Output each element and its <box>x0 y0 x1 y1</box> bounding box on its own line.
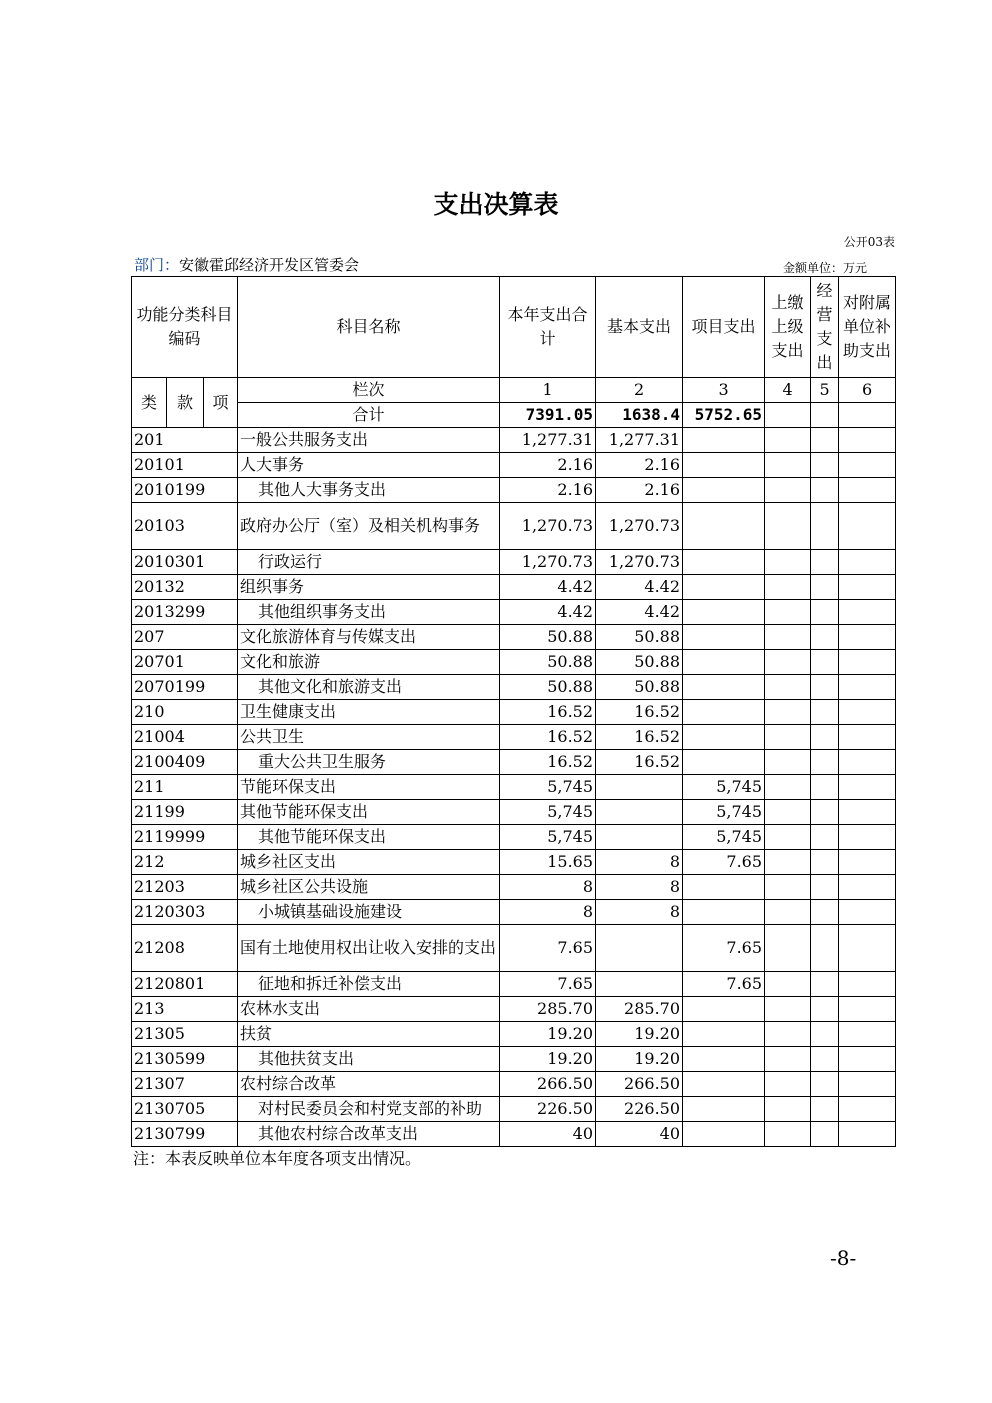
row-code: 211 <box>132 775 238 800</box>
header-upper: 上缴上级支出 <box>765 277 811 378</box>
col-num-1: 1 <box>500 378 596 403</box>
row-name: 节能环保支出 <box>238 775 500 800</box>
row-business <box>811 850 839 875</box>
row-project <box>683 453 765 478</box>
table-row <box>132 650 896 675</box>
row-business <box>811 875 839 900</box>
row-upper <box>765 700 811 725</box>
row-code: 20701 <box>132 650 238 675</box>
row-code: 207 <box>132 625 238 650</box>
row-subsidy <box>839 700 896 725</box>
row-total: 1,270.73 <box>500 503 596 550</box>
row-code: 2010199 <box>132 478 238 503</box>
row-business <box>811 700 839 725</box>
row-upper <box>765 997 811 1022</box>
table-row <box>132 850 896 875</box>
row-subsidy <box>839 1122 896 1147</box>
row-upper <box>765 1022 811 1047</box>
row-upper <box>765 600 811 625</box>
row-total: 8 <box>500 875 596 900</box>
row-upper <box>765 875 811 900</box>
row-basic: 226.50 <box>596 1097 683 1122</box>
row-basic: 4.42 <box>596 600 683 625</box>
row-project <box>683 875 765 900</box>
row-business <box>811 478 839 503</box>
row-code: 2010301 <box>132 550 238 575</box>
row-name: 政府办公厅（室）及相关机构事务 <box>238 503 500 550</box>
table-row <box>132 825 896 850</box>
row-total: 50.88 <box>500 650 596 675</box>
department-name: 安徽霍邱经济开发区管委会 <box>179 256 360 274</box>
row-project: 5,745 <box>683 800 765 825</box>
row-business <box>811 453 839 478</box>
page-number: -8- <box>830 1246 857 1270</box>
row-total: 5,745 <box>500 825 596 850</box>
sum-project: 5752.65 <box>683 403 765 428</box>
row-project <box>683 750 765 775</box>
row-total: 16.52 <box>500 750 596 775</box>
row-upper <box>765 1072 811 1097</box>
row-project <box>683 1047 765 1072</box>
row-business <box>811 428 839 453</box>
row-code: 21208 <box>132 925 238 972</box>
row-upper <box>765 575 811 600</box>
row-upper <box>765 900 811 925</box>
row-name: 城乡社区支出 <box>238 850 500 875</box>
col-num-6: 6 <box>839 378 896 403</box>
table-row <box>132 428 896 453</box>
row-business <box>811 503 839 550</box>
row-basic: 16.52 <box>596 700 683 725</box>
row-subsidy <box>839 1072 896 1097</box>
row-project <box>683 997 765 1022</box>
row-upper <box>765 550 811 575</box>
row-code: 210 <box>132 700 238 725</box>
row-business <box>811 800 839 825</box>
column-label: 栏次 <box>238 378 500 403</box>
sum-total: 7391.05 <box>500 403 596 428</box>
row-total: 50.88 <box>500 675 596 700</box>
row-upper <box>765 725 811 750</box>
row-subsidy <box>839 900 896 925</box>
row-project <box>683 675 765 700</box>
row-upper <box>765 428 811 453</box>
header-subsidy: 对附属单位补助支出 <box>839 277 896 378</box>
row-subsidy <box>839 675 896 700</box>
header-project: 项目支出 <box>683 277 765 378</box>
row-code: 212 <box>132 850 238 875</box>
row-upper <box>765 625 811 650</box>
row-upper <box>765 675 811 700</box>
header-xiang: 项 <box>204 378 238 428</box>
row-business <box>811 825 839 850</box>
table-row <box>132 1022 896 1047</box>
row-subsidy <box>839 925 896 972</box>
row-total: 16.52 <box>500 700 596 725</box>
table-row <box>132 550 896 575</box>
table-row <box>132 1072 896 1097</box>
row-subsidy <box>839 428 896 453</box>
row-code: 21004 <box>132 725 238 750</box>
expenditure-table <box>131 276 896 1147</box>
header-total: 本年支出合计 <box>500 277 596 378</box>
row-name: 征地和拆迁补偿支出 <box>238 972 500 997</box>
row-subsidy <box>839 1047 896 1072</box>
row-upper <box>765 503 811 550</box>
column-number-row <box>132 378 896 403</box>
row-name: 对村民委员会和村党支部的补助 <box>238 1097 500 1122</box>
row-total: 5,745 <box>500 800 596 825</box>
row-code: 20103 <box>132 503 238 550</box>
row-total: 15.65 <box>500 850 596 875</box>
row-project <box>683 600 765 625</box>
row-basic: 2.16 <box>596 478 683 503</box>
row-business <box>811 550 839 575</box>
row-project: 7.65 <box>683 850 765 875</box>
row-business <box>811 625 839 650</box>
row-basic: 1,270.73 <box>596 550 683 575</box>
row-name: 其他节能环保支出 <box>238 825 500 850</box>
row-basic: 2.16 <box>596 453 683 478</box>
row-project <box>683 575 765 600</box>
row-project <box>683 650 765 675</box>
row-business <box>811 925 839 972</box>
row-project <box>683 1097 765 1122</box>
table-row <box>132 925 896 972</box>
header-kuan: 款 <box>167 378 204 428</box>
row-upper <box>765 800 811 825</box>
row-name: 农村综合改革 <box>238 1072 500 1097</box>
table-row <box>132 700 896 725</box>
row-code: 2120303 <box>132 900 238 925</box>
row-subsidy <box>839 775 896 800</box>
row-name: 文化和旅游 <box>238 650 500 675</box>
row-subsidy <box>839 825 896 850</box>
row-subsidy <box>839 478 896 503</box>
row-name: 国有土地使用权出让收入安排的支出 <box>238 925 500 972</box>
row-name: 行政运行 <box>238 550 500 575</box>
table-row <box>132 875 896 900</box>
table-row <box>132 1122 896 1147</box>
row-code: 20132 <box>132 575 238 600</box>
row-basic: 8 <box>596 850 683 875</box>
row-business <box>811 1097 839 1122</box>
row-business <box>811 1022 839 1047</box>
row-subsidy <box>839 650 896 675</box>
row-basic: 266.50 <box>596 1072 683 1097</box>
row-total: 7.65 <box>500 972 596 997</box>
row-basic <box>596 925 683 972</box>
row-project <box>683 478 765 503</box>
row-code: 2130599 <box>132 1047 238 1072</box>
row-project <box>683 1122 765 1147</box>
table-row <box>132 800 896 825</box>
row-name: 城乡社区公共设施 <box>238 875 500 900</box>
row-business <box>811 997 839 1022</box>
row-project <box>683 550 765 575</box>
row-upper <box>765 1097 811 1122</box>
row-name: 其他节能环保支出 <box>238 800 500 825</box>
row-basic: 50.88 <box>596 675 683 700</box>
form-code: 公开03表 <box>843 235 895 249</box>
row-name: 重大公共卫生服务 <box>238 750 500 775</box>
row-name: 农林水支出 <box>238 997 500 1022</box>
row-name: 其他农村综合改革支出 <box>238 1122 500 1147</box>
table-row <box>132 503 896 550</box>
row-total: 7.65 <box>500 925 596 972</box>
row-total: 4.42 <box>500 600 596 625</box>
table-row <box>132 725 896 750</box>
table-row <box>132 750 896 775</box>
header-name: 科目名称 <box>238 277 500 378</box>
row-basic: 16.52 <box>596 725 683 750</box>
row-subsidy <box>839 972 896 997</box>
row-basic: 4.42 <box>596 575 683 600</box>
row-name: 公共卫生 <box>238 725 500 750</box>
row-total: 19.20 <box>500 1022 596 1047</box>
row-total: 19.20 <box>500 1047 596 1072</box>
row-subsidy <box>839 800 896 825</box>
row-code: 21307 <box>132 1072 238 1097</box>
row-project: 5,745 <box>683 825 765 850</box>
table-row <box>132 1097 896 1122</box>
row-subsidy <box>839 725 896 750</box>
table-row <box>132 675 896 700</box>
row-basic: 50.88 <box>596 625 683 650</box>
row-code: 2119999 <box>132 825 238 850</box>
row-name: 其他组织事务支出 <box>238 600 500 625</box>
table-row <box>132 900 896 925</box>
row-total: 50.88 <box>500 625 596 650</box>
table-row <box>132 600 896 625</box>
row-total: 4.42 <box>500 575 596 600</box>
row-name: 组织事务 <box>238 575 500 600</box>
row-business <box>811 725 839 750</box>
header-business: 经营支出 <box>811 277 839 378</box>
row-total: 16.52 <box>500 725 596 750</box>
row-code: 213 <box>132 997 238 1022</box>
row-name: 一般公共服务支出 <box>238 428 500 453</box>
table-row <box>132 575 896 600</box>
row-total: 5,745 <box>500 775 596 800</box>
row-upper <box>765 925 811 972</box>
row-upper <box>765 453 811 478</box>
row-business <box>811 900 839 925</box>
header-lei: 类 <box>132 378 167 428</box>
sum-basic: 1638.4 <box>596 403 683 428</box>
row-basic: 40 <box>596 1122 683 1147</box>
row-business <box>811 750 839 775</box>
row-basic <box>596 800 683 825</box>
row-total: 1,277.31 <box>500 428 596 453</box>
row-code: 21203 <box>132 875 238 900</box>
row-subsidy <box>839 503 896 550</box>
row-project <box>683 1072 765 1097</box>
row-name: 其他人大事务支出 <box>238 478 500 503</box>
row-upper <box>765 775 811 800</box>
row-upper <box>765 1047 811 1072</box>
row-upper <box>765 850 811 875</box>
table-note: 注：本表反映单位本年度各项支出情况。 <box>133 1149 422 1168</box>
header-code: 功能分类科目编码 <box>132 277 238 378</box>
row-project: 7.65 <box>683 972 765 997</box>
row-project <box>683 900 765 925</box>
row-total: 8 <box>500 900 596 925</box>
row-total: 2.16 <box>500 478 596 503</box>
row-basic: 1,270.73 <box>596 503 683 550</box>
row-project <box>683 700 765 725</box>
row-project <box>683 503 765 550</box>
col-num-4: 4 <box>765 378 811 403</box>
row-code: 2130705 <box>132 1097 238 1122</box>
table-row <box>132 997 896 1022</box>
row-business <box>811 675 839 700</box>
header-row <box>132 277 896 378</box>
row-basic <box>596 775 683 800</box>
row-basic: 8 <box>596 900 683 925</box>
row-name: 小城镇基础设施建设 <box>238 900 500 925</box>
page-title: 支出决算表 <box>433 190 559 219</box>
row-business <box>811 972 839 997</box>
row-basic <box>596 972 683 997</box>
row-basic: 19.20 <box>596 1047 683 1072</box>
row-business <box>811 1122 839 1147</box>
row-code: 21199 <box>132 800 238 825</box>
row-subsidy <box>839 625 896 650</box>
amount-unit: 金额单位：万元 <box>783 261 868 275</box>
row-project <box>683 625 765 650</box>
row-subsidy <box>839 997 896 1022</box>
row-basic: 8 <box>596 875 683 900</box>
row-business <box>811 1047 839 1072</box>
row-name: 扶贫 <box>238 1022 500 1047</box>
row-total: 2.16 <box>500 453 596 478</box>
col-num-3: 3 <box>683 378 765 403</box>
row-total: 285.70 <box>500 997 596 1022</box>
department <box>134 254 359 275</box>
row-project <box>683 428 765 453</box>
department-label: 部门： <box>134 256 180 274</box>
row-basic: 50.88 <box>596 650 683 675</box>
row-name: 其他扶贫支出 <box>238 1047 500 1072</box>
row-subsidy <box>839 875 896 900</box>
row-basic: 285.70 <box>596 997 683 1022</box>
row-business <box>811 775 839 800</box>
row-business <box>811 650 839 675</box>
sum-label: 合计 <box>238 403 500 428</box>
row-code: 2100409 <box>132 750 238 775</box>
table-row <box>132 625 896 650</box>
row-upper <box>765 650 811 675</box>
row-upper <box>765 750 811 775</box>
row-code: 201 <box>132 428 238 453</box>
table-row <box>132 775 896 800</box>
row-project: 7.65 <box>683 925 765 972</box>
row-total: 266.50 <box>500 1072 596 1097</box>
row-business <box>811 1072 839 1097</box>
row-basic: 1,277.31 <box>596 428 683 453</box>
row-total: 1,270.73 <box>500 550 596 575</box>
row-subsidy <box>839 575 896 600</box>
col-num-5: 5 <box>811 378 839 403</box>
row-total: 40 <box>500 1122 596 1147</box>
row-code: 2130799 <box>132 1122 238 1147</box>
row-code: 20101 <box>132 453 238 478</box>
table-row <box>132 972 896 997</box>
row-subsidy <box>839 550 896 575</box>
row-total: 226.50 <box>500 1097 596 1122</box>
row-subsidy <box>839 600 896 625</box>
row-subsidy <box>839 850 896 875</box>
row-code: 2013299 <box>132 600 238 625</box>
row-name: 其他文化和旅游支出 <box>238 675 500 700</box>
row-subsidy <box>839 453 896 478</box>
row-upper <box>765 972 811 997</box>
row-name: 文化旅游体育与传媒支出 <box>238 625 500 650</box>
row-business <box>811 575 839 600</box>
row-basic: 19.20 <box>596 1022 683 1047</box>
row-name: 人大事务 <box>238 453 500 478</box>
row-subsidy <box>839 750 896 775</box>
header-basic: 基本支出 <box>596 277 683 378</box>
row-basic <box>596 825 683 850</box>
sum-row <box>132 403 896 428</box>
row-upper <box>765 825 811 850</box>
row-business <box>811 600 839 625</box>
row-upper <box>765 478 811 503</box>
row-subsidy <box>839 1097 896 1122</box>
col-num-2: 2 <box>596 378 683 403</box>
row-upper <box>765 1122 811 1147</box>
table-row <box>132 1047 896 1072</box>
row-project <box>683 1022 765 1047</box>
row-code: 2120801 <box>132 972 238 997</box>
table-row <box>132 478 896 503</box>
row-project <box>683 725 765 750</box>
table-row <box>132 453 896 478</box>
row-basic: 16.52 <box>596 750 683 775</box>
row-code: 2070199 <box>132 675 238 700</box>
row-name: 卫生健康支出 <box>238 700 500 725</box>
row-code: 21305 <box>132 1022 238 1047</box>
row-subsidy <box>839 1022 896 1047</box>
row-project: 5,745 <box>683 775 765 800</box>
